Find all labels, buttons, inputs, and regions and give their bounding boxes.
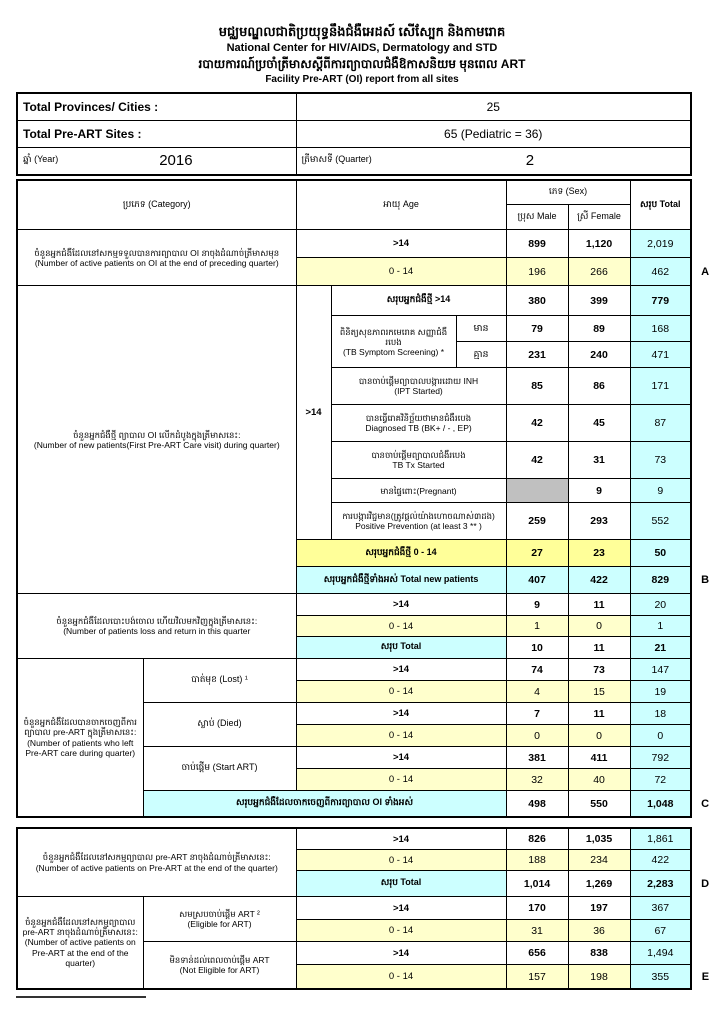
year-cell: [17, 147, 296, 175]
sites-label: Total Pre-ART Sites :: [17, 120, 296, 147]
male-value: 188: [506, 850, 568, 871]
total-value: 1,494: [630, 942, 691, 965]
section-b-category-english: (Number of new patients(First Pre-ART Care visit) during quarter): [33, 439, 280, 450]
section-a-category: [17, 230, 296, 286]
provinces-label: Total Provinces/ Cities :: [17, 93, 296, 121]
section-c-total-label: សរុបអ្នកជំងឺដែលចាកចេញពីការព្យាបាល OI ទាំងអស់: [143, 791, 506, 817]
loss-return-category-english: (Number of patients loss and return in this quarter: [63, 626, 251, 637]
category-column-header: ប្រភេទ (Category): [17, 180, 296, 230]
loss-return-over14-row: [17, 594, 691, 616]
female-value: 36: [568, 920, 630, 942]
provinces-value: 25: [296, 93, 691, 121]
tb-screening-label-english: (TB Symptom Screening) *: [342, 346, 445, 357]
total-value: 19: [630, 681, 691, 703]
not-eligible-label: [143, 942, 296, 989]
male-value: 10: [506, 637, 568, 659]
female-value: 1,269: [568, 871, 630, 897]
total-text: 462: [651, 265, 670, 278]
main-report-table: [16, 179, 710, 818]
male-value: 1: [506, 616, 568, 637]
diagnosed-tb-label-english: Diagnosed TB (BK+ / - , EP): [365, 423, 472, 434]
diagnosed-tb-label: [331, 405, 506, 442]
total-value: [630, 258, 710, 286]
female-value: 15: [568, 681, 630, 703]
male-value: 231: [506, 342, 568, 368]
section-c-marker: C: [701, 797, 710, 810]
summary-0-14-label: សរុបអ្នកជំងឺថ្មី 0 - 14: [296, 540, 506, 567]
total-text: 829: [651, 574, 670, 587]
female-value: 0: [568, 616, 630, 637]
footnote-separator-line: [16, 996, 146, 998]
female-value: 293: [568, 503, 630, 540]
section-d-category: [17, 828, 296, 897]
total-value: 50: [630, 540, 691, 567]
year-value: 2016: [159, 152, 193, 170]
tb-tx-started-label: [331, 442, 506, 479]
female-value: 1,035: [568, 828, 630, 850]
section-b-category-khmer: ចំនួនអ្នកជំងឺថ្មី ព្យាបាល OI លើកដំបូងក្នុងត្រីមាសនេះ:: [73, 429, 241, 440]
eligible-label-english: (Eligible for ART): [187, 919, 252, 930]
positive-prevention-label: [331, 503, 506, 540]
age-cell: >14: [296, 747, 506, 769]
male-value: 196: [506, 258, 568, 286]
female-value: 45: [568, 405, 630, 442]
age-cell: >14: [296, 828, 506, 850]
total-value: 779: [630, 286, 691, 316]
section-d-total-label: សរុប Total: [296, 871, 506, 897]
section-e-category-khmer: ចំនួនអ្នកជំងឺដែលនៅសកម្មព្យាបាល pre-ART នាចុងដំណាច់ត្រីមាសនេះ:: [22, 917, 138, 938]
year-quarter-row: [17, 147, 691, 175]
total-value: [630, 965, 710, 989]
section-b-category: [17, 286, 296, 594]
male-value: 4: [506, 681, 568, 703]
sites-value: 65 (Pediatric = 36): [296, 120, 691, 147]
male-value: 407: [506, 567, 568, 594]
total-value: 471: [630, 342, 691, 368]
total-value: 1,861: [630, 828, 691, 850]
quarter-label: ត្រីមាសទី (Quarter): [301, 154, 372, 165]
male-value: 1,014: [506, 871, 568, 897]
female-value: 266: [568, 258, 630, 286]
male-value: 42: [506, 442, 568, 479]
section-c-category-english: (Number of patients who left Pre-ART care during quarter): [25, 737, 136, 758]
female-value: 73: [568, 659, 630, 681]
provinces-row: [17, 93, 691, 121]
total-value: 18: [630, 703, 691, 725]
female-value: 197: [568, 897, 630, 920]
section-d-category-english: (Number of active patients on Pre-ART at the end of the quarter): [35, 862, 278, 873]
male-column-header: ប្រុស Male: [506, 205, 568, 230]
section-d-marker: D: [701, 877, 710, 890]
age-cell: 0 - 14: [296, 258, 506, 286]
female-value: 234: [568, 850, 630, 871]
tb-no-label: គ្មាន: [456, 342, 506, 368]
report-title-english: Facility Pre-ART (OI) report from all sites: [265, 73, 459, 85]
ipt-label-english: (IPT Started): [394, 386, 443, 397]
died-label: ស្លាប់ (Died): [143, 703, 296, 747]
female-value: 422: [568, 567, 630, 594]
male-value-na: [506, 479, 568, 503]
loss-return-category-khmer: ចំនួនអ្នកជំងឺដែលបោះបង់ចោល ហើយវិលមកវិញក្នុងត្រីមាសនេះ:: [56, 616, 258, 627]
male-value: 170: [506, 897, 568, 920]
female-value: 838: [568, 942, 630, 965]
female-value: 198: [568, 965, 630, 989]
section-a-marker: A: [701, 265, 710, 278]
male-value: 899: [506, 230, 568, 258]
total-value: 367: [630, 897, 691, 920]
total-value: 422: [630, 850, 691, 871]
female-value: 0: [568, 725, 630, 747]
tb-screening-label-khmer: ពិនិត្យសុខភាពរកមេរោគ សញ្ញាជំងឺរបេង: [339, 326, 448, 347]
year-label: ឆ្នាំ (Year): [23, 154, 59, 165]
section-b-marker: B: [701, 574, 710, 587]
female-value: 40: [568, 769, 630, 791]
total-value: 21: [630, 637, 691, 659]
tb-yes-label: មាន: [456, 316, 506, 342]
age-cell: 0 - 14: [296, 725, 506, 747]
loss-return-category: [17, 594, 296, 659]
report-header: [0, 0, 724, 86]
section-a-category-english: (Number of active patients on OI at the end of preceding quarter): [34, 257, 279, 268]
total-value: 171: [630, 368, 691, 405]
not-eligible-label-khmer: មិនទាន់ដល់ពេលចាប់ផ្ដើម ART: [169, 954, 270, 965]
male-value: 27: [506, 540, 568, 567]
age-cell: >14: [296, 659, 506, 681]
male-value: 42: [506, 405, 568, 442]
total-value: 168: [630, 316, 691, 342]
section-a-category-khmer: ចំនួនអ្នកជំងឺដែលនៅសកម្មទទួលបានការព្យាបាល OI នាចុងដំណាច់ត្រីមាសមុន: [34, 247, 280, 258]
section-d-category-khmer: ចំនួនអ្នកជំងឺដែលនៅសកម្មព្យាបាល pre-ART នាចុងដំណាច់ត្រីមាសនេះ:: [42, 852, 271, 863]
ipt-started-label: [331, 368, 506, 405]
total-column-header: សរុប Total: [630, 180, 691, 230]
summary-over14-label: សរុបអ្នកជំងឺថ្មី >14: [331, 286, 506, 316]
section-d-over14-row: [17, 828, 691, 850]
table-header-row-1: [17, 180, 691, 205]
male-value: 826: [506, 828, 568, 850]
total-text: 1,048: [647, 797, 674, 810]
age-cell: 0 - 14: [296, 965, 506, 989]
section-e-marker: E: [701, 970, 710, 983]
org-title-khmer: មជ្ឈមណ្ឌលជាតិប្រយុទ្ធនឹងជំងឺអេដស៍ សើស្បែក និងកាមរោគ: [218, 24, 506, 39]
age-cell: 0 - 14: [296, 616, 506, 637]
female-value: 399: [568, 286, 630, 316]
male-value: 7: [506, 703, 568, 725]
age-cell: >14: [296, 594, 506, 616]
section-e-category: [17, 897, 143, 989]
section-e-category-english: (Number of active patients on Pre-ART at the end of the quarter): [24, 937, 136, 968]
female-value: 11: [568, 703, 630, 725]
male-value: 79: [506, 316, 568, 342]
age-cell: >14: [296, 897, 506, 920]
age-cell: >14: [296, 942, 506, 965]
age-cell: 0 - 14: [296, 920, 506, 942]
pregnant-label-khmer: មានផ្ទៃពោះ(Pregnant): [380, 485, 457, 496]
female-value: 11: [568, 637, 630, 659]
total-value: 552: [630, 503, 691, 540]
section-b-summary-over14-row: [17, 286, 691, 316]
male-value: 498: [506, 791, 568, 817]
total-new-patients-label-khmer: សរុបអ្នកជំងឺថ្មីទាំងអស់: [323, 573, 398, 584]
total-value: 9: [630, 479, 691, 503]
tb-tx-label-english: TB Tx Started: [392, 460, 445, 471]
female-value: 86: [568, 368, 630, 405]
positive-prevention-label-khmer: ការបង្ការវិជ្ជមាន(ត្រូវផ្ដល់យ៉ាងហោចណាស់៣ដង): [342, 511, 495, 522]
age-cell: 0 - 14: [296, 769, 506, 791]
total-text: 355: [651, 970, 670, 983]
male-value: 656: [506, 942, 568, 965]
male-value: 380: [506, 286, 568, 316]
male-value: 85: [506, 368, 568, 405]
total-new-patients-label: [296, 567, 506, 594]
total-value: 0: [630, 725, 691, 747]
female-value: 240: [568, 342, 630, 368]
section-c-category: [17, 659, 143, 817]
female-value: 9: [568, 479, 630, 503]
report-info-table: [16, 92, 692, 176]
section-a-row-over14: [17, 230, 691, 258]
report-title-khmer: របាយការណ៍ប្រចាំត្រីមាសស្ដីពីការព្យាបាលជំងឺឱកាសនិយម មុនពេល ART: [198, 57, 526, 72]
section-c-category-khmer: ចំនួនអ្នកជំងឺដែលបានចាកចេញពីការ ព្យាបាល pre-ART ក្នុងត្រីមាសនេះ:: [23, 717, 137, 738]
total-value: 147: [630, 659, 691, 681]
section-b-age-group: >14: [296, 286, 331, 540]
total-value: 87: [630, 405, 691, 442]
female-value: 31: [568, 442, 630, 479]
lost-over14-row: [17, 659, 691, 681]
male-value: 259: [506, 503, 568, 540]
lost-label: បាត់មុខ (Lost) ¹: [143, 659, 296, 703]
male-value: 31: [506, 920, 568, 942]
eligible-label-khmer: សមស្របចាប់ផ្ដើម ART ²: [179, 909, 260, 920]
age-cell: 0 - 14: [296, 681, 506, 703]
total-new-patients-label-english: Total new patients: [400, 573, 479, 584]
age-cell: >14: [296, 703, 506, 725]
female-value: 23: [568, 540, 630, 567]
male-value: 32: [506, 769, 568, 791]
female-value: 550: [568, 791, 630, 817]
total-text: 2,283: [647, 877, 674, 890]
total-value: [630, 567, 710, 594]
total-value: 20: [630, 594, 691, 616]
quarter-value: 2: [525, 152, 535, 170]
loss-return-total-label: សរុប Total: [296, 637, 506, 659]
sites-row: [17, 120, 691, 147]
total-value: 2,019: [630, 230, 691, 258]
pregnant-label: [331, 479, 506, 503]
total-value: 792: [630, 747, 691, 769]
male-value: 0: [506, 725, 568, 747]
age-cell: 0 - 14: [296, 850, 506, 871]
total-value: 1: [630, 616, 691, 637]
age-cell: >14: [296, 230, 506, 258]
female-value: 411: [568, 747, 630, 769]
eligible-label: [143, 897, 296, 942]
quarter-cell: [296, 147, 691, 175]
male-value: 9: [506, 594, 568, 616]
total-value: [630, 791, 710, 817]
ipt-label-khmer: បានចាប់ផ្ដើមព្យាបាលបង្ការដោយ INH: [358, 376, 479, 387]
male-value: 381: [506, 747, 568, 769]
org-title-english: National Center for HIV/AIDS, Dermatology and STD: [226, 41, 498, 54]
total-value: 72: [630, 769, 691, 791]
female-value: 11: [568, 594, 630, 616]
female-value: 1,120: [568, 230, 630, 258]
sex-column-header: ភេទ (Sex): [506, 180, 630, 205]
female-value: 89: [568, 316, 630, 342]
male-value: 74: [506, 659, 568, 681]
tb-screening-label: [331, 316, 456, 368]
not-eligible-label-english: (Not Eligible for ART): [179, 965, 260, 976]
male-value: 157: [506, 965, 568, 989]
positive-prevention-label-english: Positive Prevention (at least 3 ** ): [355, 521, 482, 532]
age-column-header: អាយុ Age: [296, 180, 506, 230]
female-column-header: ស្រី Female: [568, 205, 630, 230]
total-value: [630, 871, 710, 897]
eligible-over14-row: [17, 897, 691, 920]
total-value: 67: [630, 920, 691, 942]
total-value: 73: [630, 442, 691, 479]
tb-tx-label-khmer: បានចាប់ផ្ដើមព្យាបាលជំងឺរបេង: [371, 450, 466, 461]
start-art-label: ចាប់ផ្ដើម (Start ART): [143, 747, 296, 791]
diagnosed-tb-label-khmer: បានធ្វើរោគវិនិច្ឆ័យថាមានជំងឺរបេង: [365, 413, 472, 424]
pre-art-active-table: [16, 827, 710, 990]
